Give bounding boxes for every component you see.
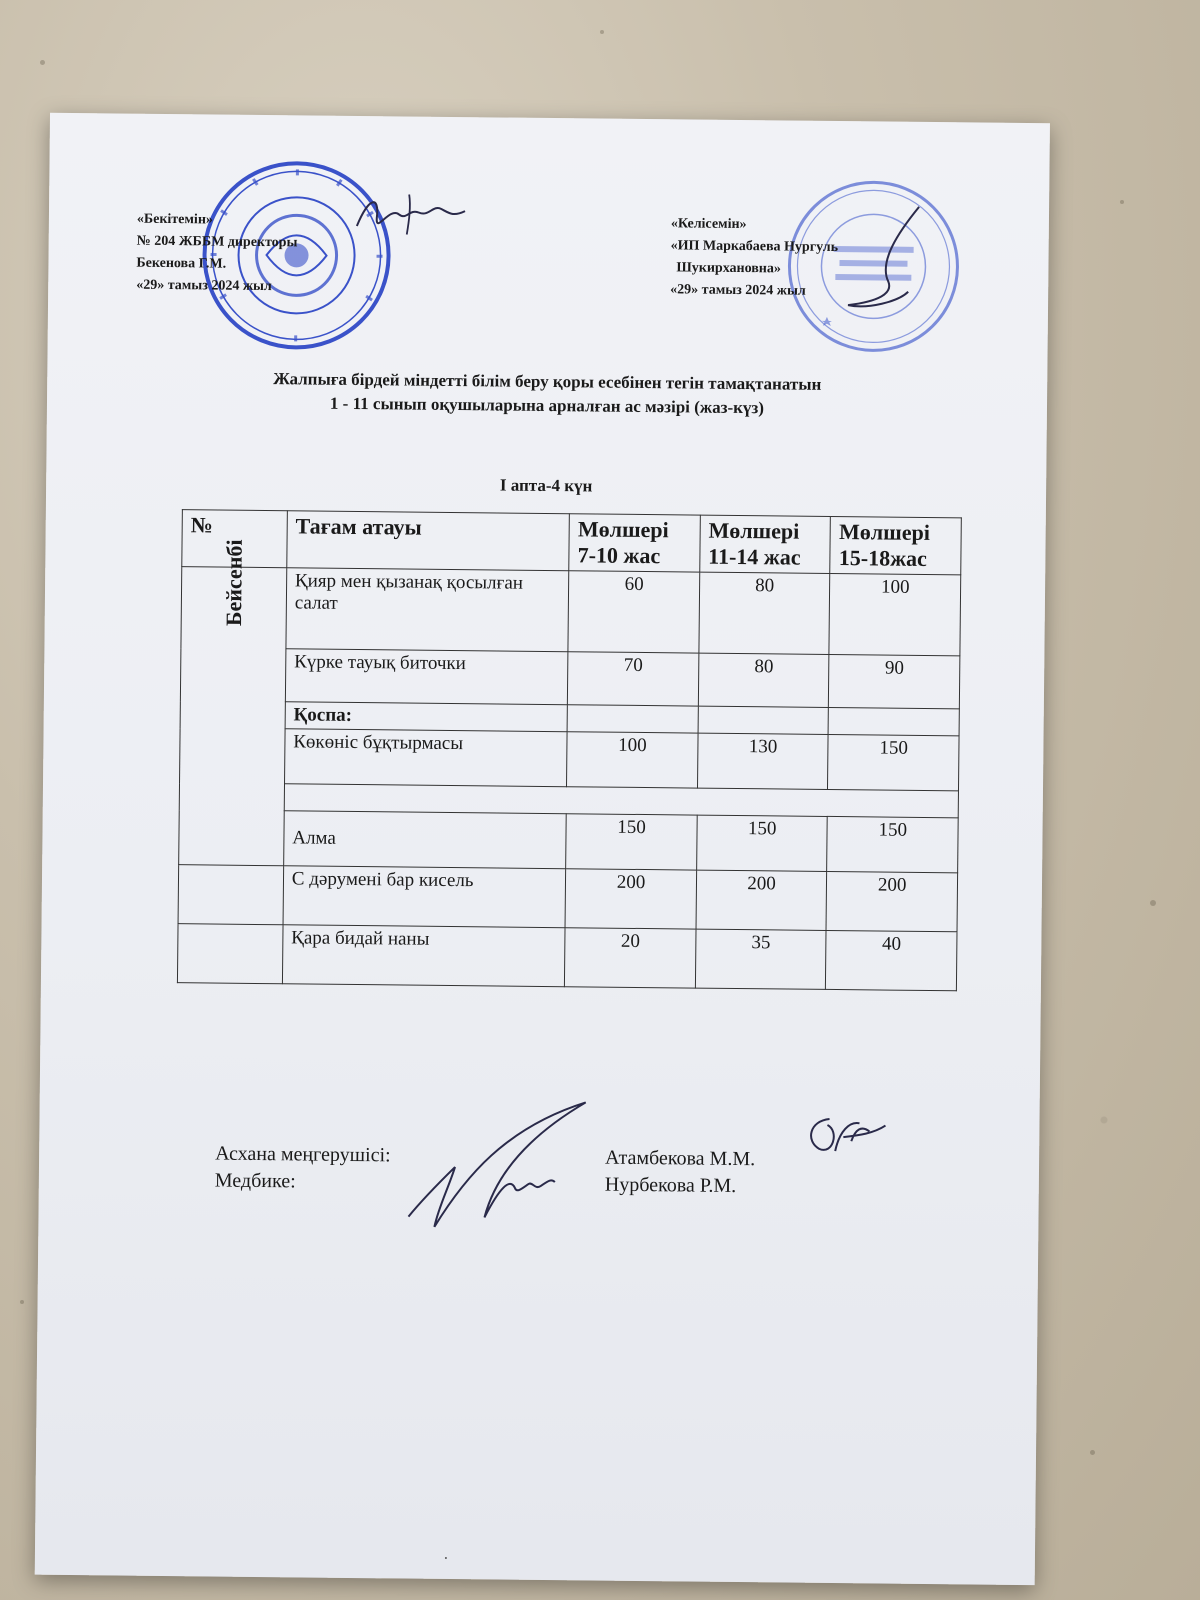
week-day-label: I апта-4 күн — [499, 475, 593, 496]
approval-block-left — [136, 209, 298, 299]
header-portion-7-10: Мөлшері 7-10 жас — [569, 514, 700, 572]
portion-11-14: 35 — [695, 929, 826, 989]
dish-name: Қияр мен қызанақ қосылған салат — [286, 568, 569, 652]
table-row — [180, 728, 960, 791]
approval-right-line1: «Келісемін» — [670, 216, 747, 233]
portion-11-14: 80 — [699, 572, 830, 654]
row-number — [178, 865, 283, 925]
approval-left-line3: Бекенова Г.М. — [136, 255, 227, 272]
row-number — [177, 924, 282, 984]
entrepreneur-signature — [838, 201, 929, 322]
document-title-line1: Жалпыға бірдей міндетті білім беру қоры есебінен тегін тамақтанатын — [273, 369, 822, 394]
table-row — [178, 865, 958, 932]
portion-7-10: 150 — [566, 814, 697, 870]
nurse-signature — [799, 1111, 890, 1162]
director-signature — [349, 186, 470, 247]
day-name: Бейсенбі — [220, 539, 247, 627]
role-nurse: Медбике: — [214, 1169, 296, 1193]
footer-names — [605, 1145, 756, 1201]
portion-7-10: 200 — [565, 869, 696, 929]
dish-name: С дәрумені бар кисель — [283, 866, 566, 928]
day-cell — [179, 539, 287, 866]
paper-speck — [445, 1557, 447, 1559]
approval-left-line4: «29» тамыз 2024 жыл — [136, 277, 272, 295]
portion-15-18: 40 — [826, 930, 957, 990]
portion-15-18: 100 — [829, 573, 960, 655]
portion-7-10: 60 — [568, 571, 699, 653]
approval-right-line4: «29» тамыз 2024 жыл — [670, 282, 806, 299]
table-row — [180, 648, 960, 709]
portion-11-14: 200 — [696, 870, 827, 930]
portion-11-14: 80 — [698, 653, 829, 707]
portion-7-10: 70 — [568, 652, 699, 706]
table-row — [181, 567, 961, 656]
header-number: № — [182, 510, 287, 568]
footer-roles — [215, 1141, 391, 1197]
table-row — [179, 810, 959, 873]
approval-block-right — [670, 213, 838, 303]
approval-left-line1: «Бекітемін» — [136, 211, 214, 228]
portion-7-10 — [567, 705, 698, 733]
canteen-manager-signature — [404, 1097, 595, 1234]
portion-11-14 — [698, 706, 829, 734]
table-header-row — [182, 510, 962, 575]
header-portion-15-18: Мөлшері 15-18жас — [830, 516, 961, 574]
portion-7-10: 20 — [565, 928, 696, 988]
portion-15-18: 200 — [826, 871, 957, 931]
name-nurse: Нурбекова Р.М. — [604, 1173, 737, 1198]
menu-table — [177, 509, 962, 991]
dish-name: Көкөніс бұқтырмасы — [284, 729, 567, 787]
portion-15-18: 150 — [828, 734, 959, 790]
portion-11-14: 130 — [697, 733, 828, 789]
dish-name: Алма — [283, 811, 566, 869]
portion-7-10: 100 — [567, 732, 698, 788]
portion-15-18: 90 — [829, 654, 960, 708]
table-row — [177, 924, 957, 991]
document-title-line2: 1 - 11 сынып оқушыларына арналған ас мәзірі (жаз-күз) — [329, 393, 765, 418]
name-canteen-manager: Атамбекова М.М. — [605, 1146, 756, 1171]
dish-name: Қоспа: — [285, 702, 568, 732]
role-canteen-manager: Асхана меңгерушісі: — [215, 1142, 391, 1167]
dish-name: Күрке тауық биточки — [285, 649, 568, 705]
header-dish-name: Тағам атауы — [287, 511, 570, 571]
portion-11-14: 150 — [696, 815, 827, 871]
approval-right-line3: Шукирхановна» — [676, 260, 781, 277]
portion-15-18 — [828, 707, 959, 735]
approval-right-line2: «ИП Маркабаева Нургуль — [670, 238, 839, 256]
portion-15-18: 150 — [827, 816, 958, 872]
approval-left-line2: № 204 ЖББМ директоры — [136, 233, 298, 251]
document-sheet — [35, 113, 1050, 1585]
header-portion-11-14: Мөлшері 11-14 жас — [700, 515, 831, 573]
dish-name: Қара бидай наны — [282, 925, 565, 987]
